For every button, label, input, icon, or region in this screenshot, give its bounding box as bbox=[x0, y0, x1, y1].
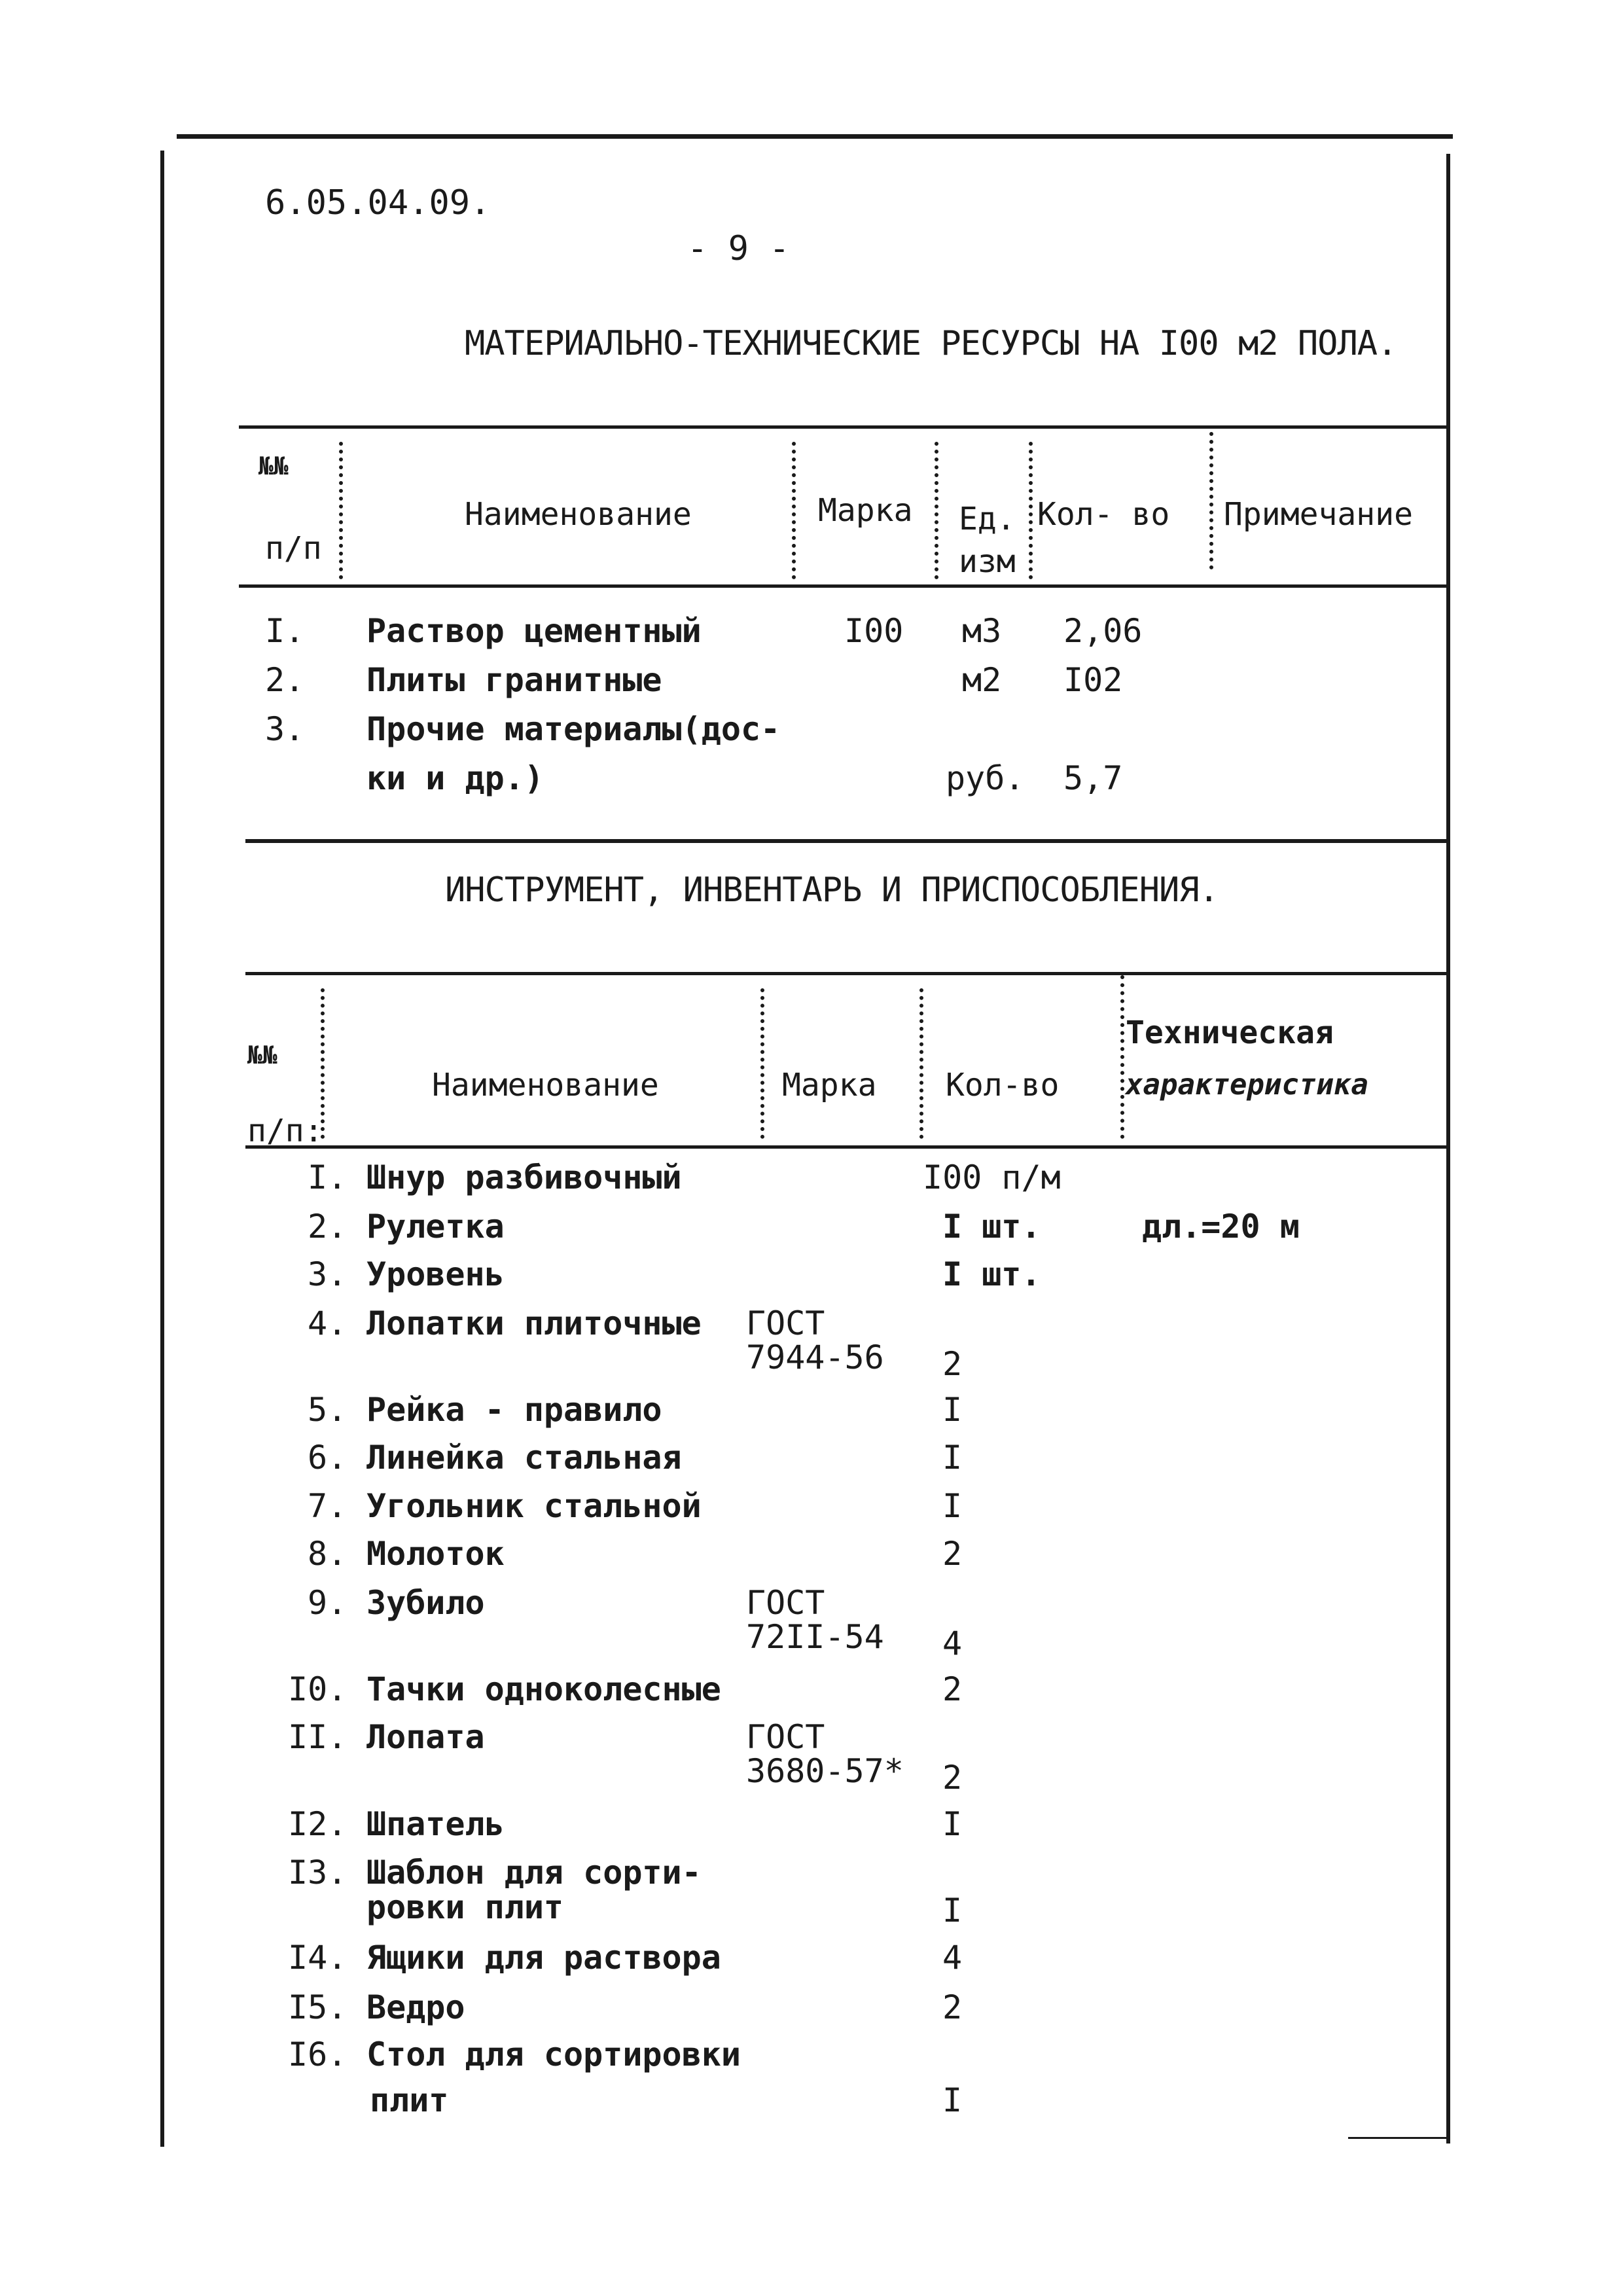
materials-table-bottom-line bbox=[245, 839, 1446, 843]
materials-header-mark: Марка bbox=[818, 492, 913, 529]
materials-title: МАТЕРИАЛЬНО-ТЕХНИЧЕСКИЕ РЕСУРСЫ НА I00 м2 ПОЛА. bbox=[465, 324, 1397, 363]
materials-row-1-mark: I00 bbox=[844, 612, 904, 650]
materials-header-unit-bottom: изм bbox=[959, 543, 1016, 580]
tools-row-9-num: 9. bbox=[308, 1584, 348, 1622]
materials-header-note: Примечание bbox=[1224, 496, 1413, 533]
tools-row-6-name: Линейка стальная bbox=[366, 1439, 682, 1477]
tools-header-qty: Кол-во bbox=[946, 1067, 1060, 1103]
tools-row-9-mark: ГОСТ bbox=[746, 1584, 825, 1622]
tools-row-14-num: I4. bbox=[288, 1939, 348, 1977]
tools-row-12-name: Шпатель bbox=[366, 1805, 505, 1843]
tools-header-tech-bottom: характеристика bbox=[1126, 1068, 1368, 1102]
tools-col-sep-4 bbox=[1120, 975, 1124, 1139]
tools-row-16-name: Стол для сортировки bbox=[366, 2036, 741, 2073]
materials-col-sep-5 bbox=[1209, 432, 1213, 569]
tools-row-11-mark: ГОСТ bbox=[746, 1718, 825, 1756]
tools-col-sep-3 bbox=[919, 988, 923, 1139]
materials-row-3-qty: 5,7 bbox=[1063, 759, 1123, 797]
materials-col-sep-2 bbox=[792, 442, 796, 579]
tools-row-9-qty: 4 bbox=[942, 1624, 963, 1662]
tools-row-2-qty: I шт. bbox=[942, 1208, 1041, 1246]
page-number: - 9 - bbox=[687, 229, 790, 268]
tools-row-4-mark: ГОСТ bbox=[746, 1304, 825, 1342]
materials-col-sep-1 bbox=[339, 442, 343, 579]
tools-row-10-num: I0. bbox=[288, 1670, 348, 1708]
tools-row-9-name: Зубило bbox=[366, 1584, 485, 1622]
tools-row-12-num: I2. bbox=[288, 1805, 348, 1843]
tools-row-9-mark-cont: 72II-54 bbox=[746, 1618, 884, 1656]
tools-row-3-name: Уровень bbox=[366, 1255, 505, 1293]
tools-row-2-num: 2. bbox=[308, 1208, 348, 1246]
tools-row-13-name: Шаблон для сорти- bbox=[366, 1854, 702, 1892]
tools-row-8-name: Молоток bbox=[366, 1535, 505, 1573]
tools-row-7-qty: I bbox=[942, 1487, 963, 1525]
materials-header-num-bottom: п/п bbox=[265, 530, 322, 567]
tools-row-7-num: 7. bbox=[308, 1487, 348, 1525]
tools-title: ИНСТРУМЕНТ, ИНВЕНТАРЬ И ПРИСПОСОБЛЕНИЯ. bbox=[445, 870, 1219, 910]
materials-row-2-name: Плиты гранитные bbox=[366, 661, 662, 699]
tools-row-10-name: Тачки одноколесные bbox=[366, 1670, 721, 1708]
tools-header-mark: Марка bbox=[782, 1067, 877, 1103]
materials-col-sep-4 bbox=[1029, 442, 1033, 579]
frame-top-line bbox=[177, 134, 1453, 139]
tools-row-2-name: Рулетка bbox=[366, 1208, 505, 1246]
tools-row-16-name-cont: плит bbox=[370, 2081, 449, 2119]
tools-row-1-qty: I00 п/м bbox=[923, 1158, 1061, 1196]
materials-header-unit-top: Ед. bbox=[959, 501, 1016, 537]
tools-row-14-name: Ящики для раствора bbox=[366, 1939, 721, 1977]
tools-row-8-num: 8. bbox=[308, 1535, 348, 1573]
tools-row-1-name: Шнур разбивочный bbox=[366, 1158, 682, 1196]
tools-row-15-qty: 2 bbox=[942, 1988, 963, 2026]
tools-row-11-name: Лопата bbox=[366, 1718, 485, 1756]
tools-row-10-qty: 2 bbox=[942, 1670, 963, 1708]
tools-row-2-tech: дл.=20 м bbox=[1142, 1208, 1300, 1246]
frame-left-line bbox=[160, 151, 164, 2147]
tools-row-6-num: 6. bbox=[308, 1439, 348, 1477]
tools-row-4-name: Лопатки плиточные bbox=[366, 1304, 702, 1342]
tools-row-5-qty: I bbox=[942, 1391, 963, 1429]
tools-row-4-mark-cont: 7944-56 bbox=[746, 1338, 884, 1376]
tools-header-num-top: №№ bbox=[247, 1041, 277, 1069]
materials-row-3-name: Прочие материалы(дос- bbox=[366, 710, 781, 748]
materials-header-qty: Кол- во bbox=[1037, 496, 1170, 533]
materials-row-2-qty: I02 bbox=[1063, 661, 1123, 699]
materials-row-1-qty: 2,06 bbox=[1063, 612, 1143, 650]
materials-col-sep-3 bbox=[935, 442, 938, 579]
tools-row-5-name: Рейка - правило bbox=[366, 1391, 662, 1429]
tools-row-12-qty: I bbox=[942, 1805, 963, 1843]
materials-row-1-unit: м3 bbox=[962, 612, 1002, 650]
materials-row-1-name: Раствор цементный bbox=[366, 612, 702, 650]
tools-row-16-qty: I bbox=[942, 2081, 963, 2119]
tools-row-11-mark-cont: 3680-57* bbox=[746, 1752, 904, 1790]
frame-bottom-stub bbox=[1348, 2137, 1446, 2139]
tools-table-top-line bbox=[245, 972, 1446, 975]
tools-row-4-qty: 2 bbox=[942, 1345, 963, 1383]
tools-row-6-qty: I bbox=[942, 1439, 963, 1477]
tools-header-name: Наименование bbox=[432, 1067, 659, 1103]
tools-row-11-num: II. bbox=[288, 1718, 348, 1756]
tools-row-5-num: 5. bbox=[308, 1391, 348, 1429]
tools-row-16-num: I6. bbox=[288, 2036, 348, 2073]
tools-row-15-num: I5. bbox=[288, 1988, 348, 2026]
materials-table-top-line bbox=[239, 425, 1446, 429]
materials-row-2-num: 2. bbox=[265, 661, 305, 699]
tools-row-4-num: 4. bbox=[308, 1304, 348, 1342]
tools-row-13-qty: I bbox=[942, 1892, 963, 1929]
materials-header-name: Наименование bbox=[465, 496, 692, 533]
tools-row-8-qty: 2 bbox=[942, 1535, 963, 1573]
tools-header-num-bottom: п/п: bbox=[247, 1113, 323, 1149]
materials-row-2-unit: м2 bbox=[962, 661, 1002, 699]
materials-header-bottom-line bbox=[239, 584, 1446, 588]
materials-header-num-top: №№ bbox=[259, 452, 289, 480]
tools-row-15-name: Ведро bbox=[366, 1988, 465, 2026]
document-code: 6.05.04.09. bbox=[265, 183, 491, 223]
frame-right-line bbox=[1446, 154, 1450, 2144]
tools-row-7-name: Угольник стальной bbox=[366, 1487, 702, 1525]
tools-row-1-num: I. bbox=[308, 1158, 348, 1196]
tools-row-14-qty: 4 bbox=[942, 1939, 963, 1977]
tools-row-13-name-cont: ровки плит bbox=[366, 1888, 564, 1926]
tools-col-sep-2 bbox=[760, 988, 764, 1139]
tools-row-3-num: 3. bbox=[308, 1255, 348, 1293]
materials-row-3-name-cont: ки и др.) bbox=[366, 759, 544, 797]
tools-row-3-qty: I шт. bbox=[942, 1255, 1041, 1293]
tools-row-11-qty: 2 bbox=[942, 1759, 963, 1797]
materials-row-3-unit: руб. bbox=[946, 759, 1025, 797]
materials-row-1-num: I. bbox=[265, 612, 305, 650]
materials-row-3-num: 3. bbox=[265, 710, 305, 748]
tools-header-bottom-line bbox=[245, 1145, 1446, 1149]
tools-row-13-num: I3. bbox=[288, 1854, 348, 1892]
tools-header-tech-top: Техническая bbox=[1126, 1014, 1334, 1051]
